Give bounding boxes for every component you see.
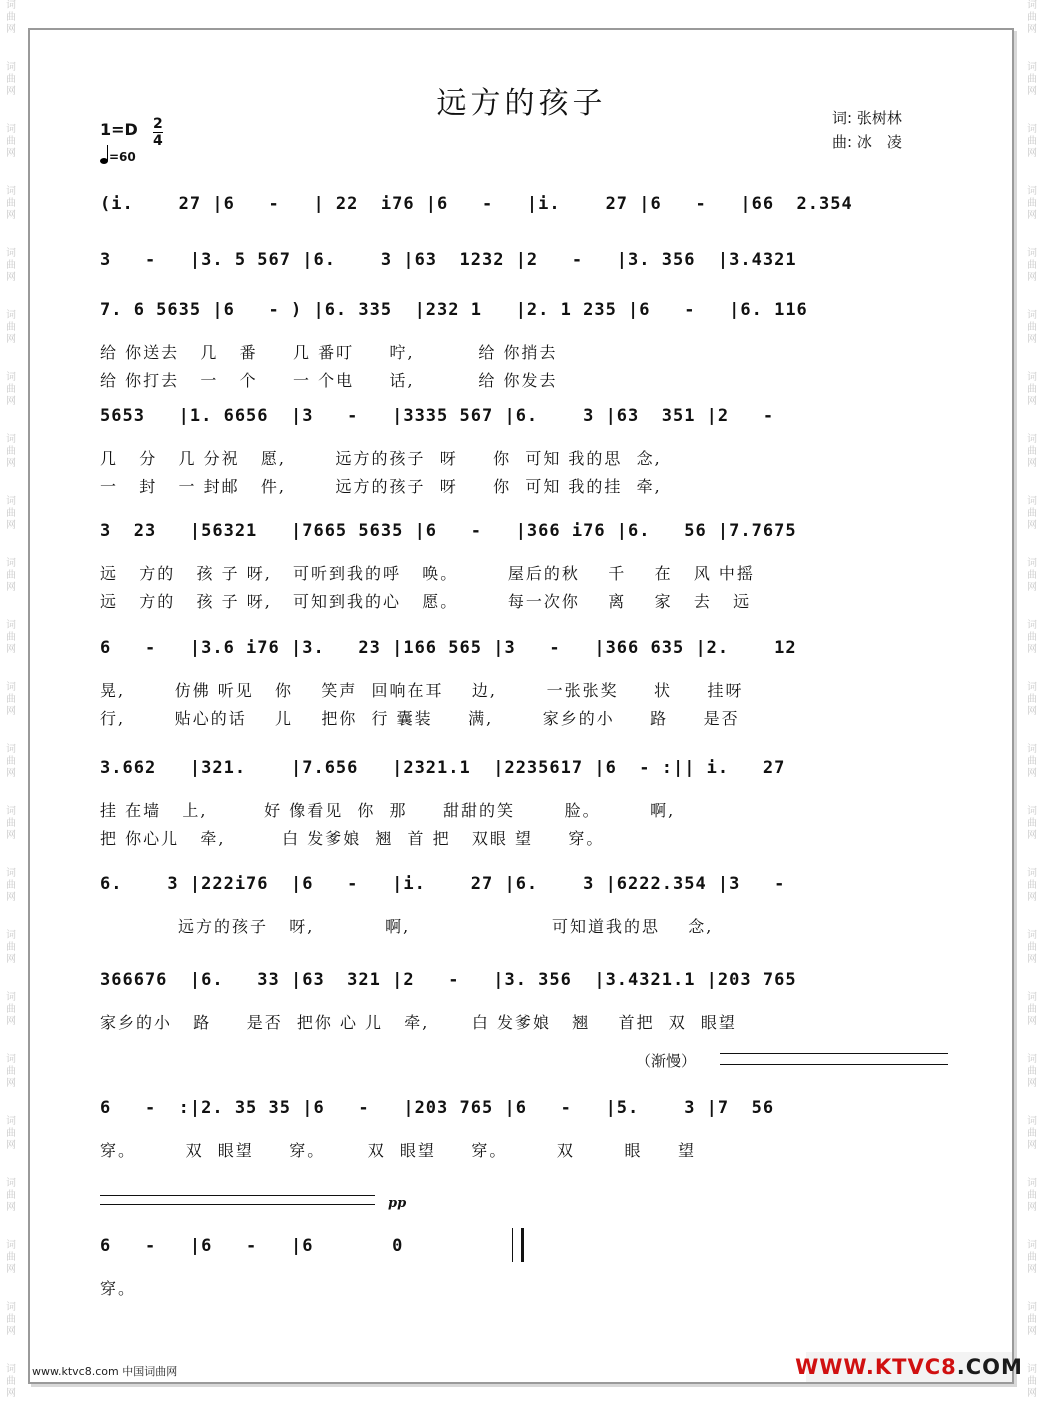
lyric-line: 远 方的 孩 子 呀, 可知到我的心 愿。 每一次你 离 家 去 远 — [100, 592, 752, 611]
quarter-note-icon — [100, 158, 108, 164]
hairpin-mark — [100, 1195, 375, 1205]
music-line — [100, 1090, 950, 1130]
lyric-line: 一 封 一 封邮 件, 远方的孩子 呀 你 可知 我的挂 牵, — [100, 477, 662, 496]
time-signature: 2 4 — [153, 116, 163, 149]
composer: 曲: 冰 凌 — [832, 133, 902, 151]
notation-text: 366676 |6. 33 |63 321 |2 - |3. 356 |3.4321.1 |203 765 — [100, 970, 797, 990]
lyric-line: 远 方的 孩 子 呀, 可听到我的呼 唤。 屋后的秋 千 在 风 中摇 — [100, 564, 755, 583]
lyric-line: 穿。 — [100, 1279, 137, 1298]
notation-text: 3.662 |321. |7.656 |2321.1 |2235617 |6 - :|| i. 27 — [100, 758, 786, 778]
music-line — [100, 750, 950, 790]
music-line — [100, 242, 950, 282]
watermark-left: 词曲网 词曲网 词曲网 词曲网 词曲网 词曲网 词曲网 词曲网 词曲网 词曲网 词曲网 词曲网 词曲网 词曲网 词曲网 词曲网 词曲网 词曲网 词曲网 词曲网 词曲网 词曲网 词曲网 — [6, 0, 16, 1399]
notation-text: 6. 3 |222i76 |6 - |i. 27 |6. 3 |6222.354 |3 - — [100, 874, 786, 894]
lyricist: 词: 张树林 — [832, 109, 902, 127]
music-line — [100, 186, 950, 226]
notation-text: 6 - :|2. 35 35 |6 - |203 765 |6 - |5. 3 |7 56 — [100, 1098, 775, 1118]
key-signature: 1=D — [100, 120, 138, 139]
lyric-line: 几 分 几 分祝 愿, 远方的孩子 呀 你 可知 我的思 念, — [100, 449, 662, 468]
footer-site-text: www.ktvc8.com 中国词曲网 — [32, 1365, 178, 1378]
music-line — [100, 292, 950, 332]
music-line — [100, 513, 950, 553]
lyric-line: 给 你打去 一 个 一 个电 话, 给 你发去 — [100, 371, 558, 390]
music-line — [100, 630, 950, 670]
lyric-line: 把 你心儿 牵, 白 发爹娘 翘 首 把 双眼 望 穿。 — [100, 829, 605, 848]
notation-text: 3 - |3. 5 567 |6. 3 |63 1232 |2 - |3. 356 |3.4321 — [100, 250, 797, 270]
song-title: 远方的孩子 — [436, 86, 607, 121]
dynamic-mark: pp — [388, 1196, 407, 1211]
tempo-change: （渐慢） — [636, 1052, 697, 1070]
music-line — [100, 1228, 950, 1268]
notation-text: 7. 6 5635 |6 - ) |6. 335 |232 1 |2. 1 235 |6 - |6. 116 — [100, 300, 808, 320]
lyric-line: 给 你送去 几 番 几 番叮 咛, 给 你捎去 — [100, 343, 558, 362]
notation-text: 3 23 |56321 |7665 5635 |6 - |366 i76 |6. 56 |7.7675 — [100, 521, 797, 541]
notation-text: 5653 |1. 6656 |3 - |3335 567 |6. 3 |63 351 |2 - — [100, 406, 775, 426]
music-line — [100, 866, 950, 906]
watermark-right: 词曲网 词曲网 词曲网 词曲网 词曲网 词曲网 词曲网 词曲网 词曲网 词曲网 词曲网 词曲网 词曲网 词曲网 词曲网 词曲网 词曲网 词曲网 词曲网 词曲网 词曲网 词曲网 词曲网 — [1027, 0, 1037, 1399]
lyric-line: 挂 在墙 上, 好 像看见 你 那 甜甜的笑 脸。 啊, — [100, 801, 676, 820]
lyric-line: 远方的孩子 呀, 啊, 可知道我的思 念, — [100, 917, 714, 936]
credits — [832, 106, 902, 154]
notation-text: 6 - |3.6 i76 |3. 23 |166 565 |3 - |366 635 |2. 12 — [100, 638, 797, 658]
lyric-line: 行, 贴心的话 儿 把你 行 囊装 满, 家乡的小 路 是否 — [100, 709, 740, 728]
music-line — [100, 962, 950, 1002]
tempo-marking: =60 — [100, 150, 136, 164]
notation-text: (i. 27 |6 - | 22 i76 |6 - |i. 27 |6 - |66 2.354 — [100, 194, 853, 214]
notation-text: 6 - |6 - |6 0 — [100, 1236, 404, 1256]
footer-logo: WWW.KTVC8 .COM — [806, 1352, 1012, 1382]
lyric-line: 穿。 双 眼望 穿。 双 眼望 穿。 双 眼 望 — [100, 1141, 696, 1160]
lyric-line: 家乡的小 路 是否 把你 心 儿 牵, 白 发爹娘 翘 首把 双 眼望 — [100, 1013, 737, 1032]
hairpin-mark — [720, 1053, 948, 1065]
final-barline — [512, 1228, 524, 1262]
music-line — [100, 398, 950, 438]
lyric-line: 晃, 仿佛 听见 你 笑声 回响在耳 边, 一张张奖 状 挂呀 — [100, 681, 744, 700]
